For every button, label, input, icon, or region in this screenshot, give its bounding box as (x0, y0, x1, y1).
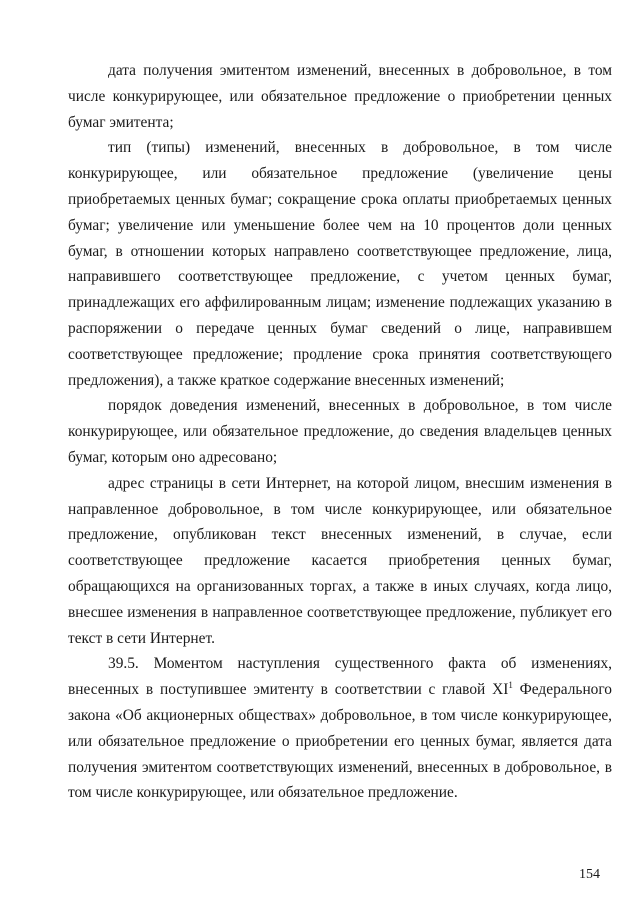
paragraph-change-types: тип (типы) изменений, внесенных в добровольное, в том числе конкурирующее, или обязательное предложение (увеличение цены приобретаемых ценных бумаг; сокращение срока оплаты приобретаемых ценных бумаг; увеличение или уменьшение более чем на 10 процентов доли ценных бумаг, в отношении которых направлено соответствующее предложение, лица, направившего соответствующее предложение, с учетом ценных бумаг, принадлежащих его аффилированным лицам; изменение подлежащих указанию в распоряжении о передаче ценных бумаг сведений о лице, направившем соответствующее предложение; продление срока принятия соответствующего предложения), а также краткое содержание внесенных изменений; (68, 139, 612, 389)
paragraph-internet-address: адрес страницы в сети Интернет, на которой лицом, внесшим изменения в направленное добровольное, в том числе конкурирующее, или обязательное предложение, опубликован текст внесенных изменений, в случае, если соответствующее предложение касается приобретения ценных бумаг, обращающихся на организованных торгах, а также в иных случаях, когда лицо, внесшее изменения в направленное соответствующее предложение, публикует его текст в сети Интернет. (68, 474, 612, 647)
paragraph-39-5 (68, 651, 612, 806)
paragraph-39-5-text-after: Федерального закона «Об акционерных обществах» добровольное, в том числе конкурирующее, или обязательное предложение о приобретении его ценных бумаг, является дата получения эмитентом соответствующих изменений, внесенных в добровольное, в том числе конкурирующее, или обязательное предложение. (68, 681, 613, 802)
page-number: 154 (579, 867, 600, 882)
chapter-superscript: 1 (508, 680, 513, 690)
paragraph-receipt-date: дата получения эмитентом изменений, внесенных в добровольное, в том числе конкурирующее, или обязательное предложение о приобретении ценных бумаг эмитента; (68, 62, 612, 131)
paragraph-39-5-text-before: 39.5. Моментом наступления существенного факта об изменениях, внесенных в поступившее эмитенту в соответствии с главой XI (68, 655, 612, 699)
paragraph-notification-order: порядок доведения изменений, внесенных в добровольное, в том числе конкурирующее, или обязательное предложение, до сведения владельцев ценных бумаг, которым оно адресовано; (68, 397, 612, 466)
document-body (68, 58, 612, 806)
